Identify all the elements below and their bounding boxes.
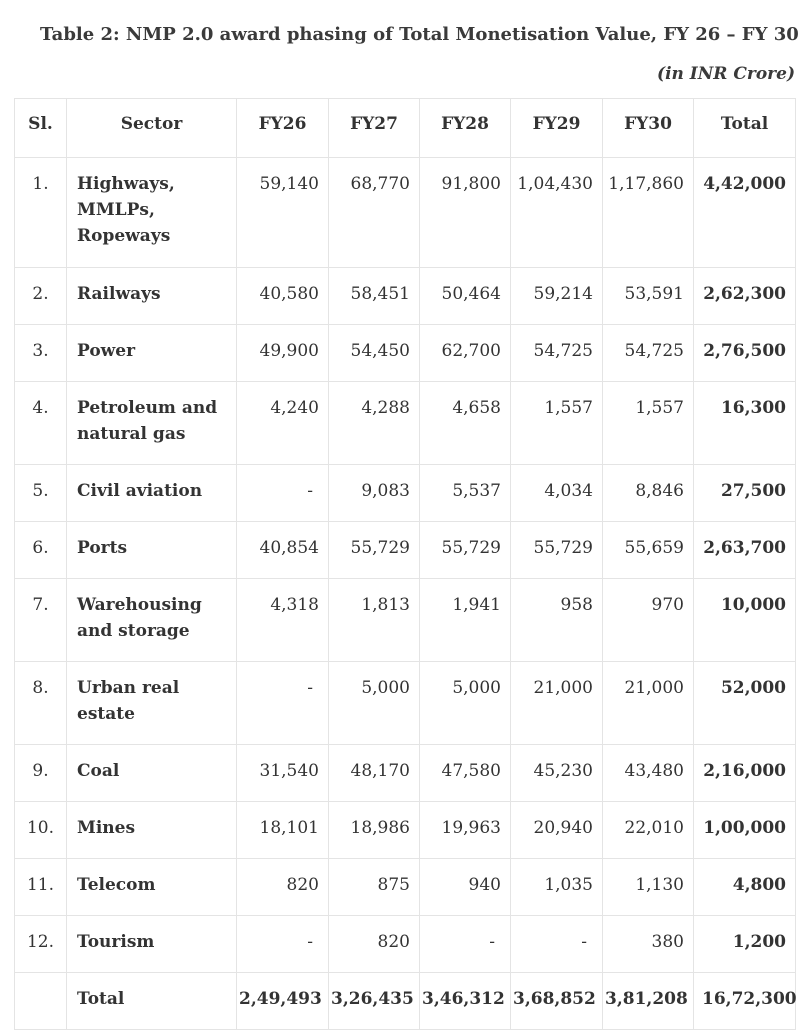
cell-sl: 12. xyxy=(15,916,67,973)
cell-fy29: 54,725 xyxy=(511,325,603,382)
cell-fy28: 3,46,312 xyxy=(420,973,511,1030)
cell-sector: Tourism xyxy=(67,916,237,973)
cell-sector: Urban real estate xyxy=(67,662,237,745)
cell-fy26: 40,580 xyxy=(237,268,329,325)
table-row xyxy=(15,465,796,522)
header-total: Total xyxy=(694,99,796,158)
cell-sl: 6. xyxy=(15,522,67,579)
cell-sl: 8. xyxy=(15,662,67,745)
cell-total: 27,500 xyxy=(694,465,796,522)
cell-sector: Total xyxy=(67,973,237,1030)
header-fy29: FY29 xyxy=(511,99,603,158)
cell-sector: Ports xyxy=(67,522,237,579)
cell-fy29: 1,04,430 xyxy=(511,158,603,268)
cell-fy27: 68,770 xyxy=(329,158,420,268)
cell-total: 1,200 xyxy=(694,916,796,973)
cell-fy28: 91,800 xyxy=(420,158,511,268)
cell-sector: Railways xyxy=(67,268,237,325)
table-row xyxy=(15,859,796,916)
cell-sl: 10. xyxy=(15,802,67,859)
cell-fy27: 820 xyxy=(329,916,420,973)
cell-fy30: 43,480 xyxy=(603,745,694,802)
table-row xyxy=(15,662,796,745)
cell-fy30: 22,010 xyxy=(603,802,694,859)
cell-sector: Telecom xyxy=(67,859,237,916)
cell-total: 2,76,500 xyxy=(694,325,796,382)
cell-fy30: 54,725 xyxy=(603,325,694,382)
cell-sl xyxy=(15,973,67,1030)
table-title: Table 2: NMP 2.0 award phasing of Total Monetisation Value, FY 26 – FY 30 xyxy=(40,24,799,45)
cell-sector: Power xyxy=(67,325,237,382)
cell-fy27: 875 xyxy=(329,859,420,916)
cell-fy30: 970 xyxy=(603,579,694,662)
cell-fy28: 62,700 xyxy=(420,325,511,382)
cell-total: 16,72,300 xyxy=(694,973,796,1030)
monetisation-table xyxy=(14,98,796,1030)
cell-sector: Coal xyxy=(67,745,237,802)
cell-sl: 9. xyxy=(15,745,67,802)
cell-fy30: 380 xyxy=(603,916,694,973)
cell-total: 10,000 xyxy=(694,579,796,662)
table-row xyxy=(15,916,796,973)
cell-total: 4,42,000 xyxy=(694,158,796,268)
cell-fy27: 3,26,435 xyxy=(329,973,420,1030)
cell-fy28: 5,000 xyxy=(420,662,511,745)
cell-fy30: 1,130 xyxy=(603,859,694,916)
cell-sl: 11. xyxy=(15,859,67,916)
cell-total: 1,00,000 xyxy=(694,802,796,859)
cell-fy29: 1,035 xyxy=(511,859,603,916)
cell-fy29: 958 xyxy=(511,579,603,662)
cell-fy29: 45,230 xyxy=(511,745,603,802)
cell-sl: 7. xyxy=(15,579,67,662)
cell-fy27: 55,729 xyxy=(329,522,420,579)
cell-fy30: 3,81,208 xyxy=(603,973,694,1030)
cell-fy26: 59,140 xyxy=(237,158,329,268)
header-row xyxy=(15,99,796,158)
cell-fy29: - xyxy=(511,916,603,973)
total-row xyxy=(15,973,796,1030)
cell-fy26: 4,240 xyxy=(237,382,329,465)
header-sector: Sector xyxy=(67,99,237,158)
cell-total: 16,300 xyxy=(694,382,796,465)
cell-fy28: 50,464 xyxy=(420,268,511,325)
cell-sl: 3. xyxy=(15,325,67,382)
header-fy26: FY26 xyxy=(237,99,329,158)
cell-fy28: 47,580 xyxy=(420,745,511,802)
cell-fy28: 55,729 xyxy=(420,522,511,579)
cell-total: 4,800 xyxy=(694,859,796,916)
table-row xyxy=(15,579,796,662)
cell-fy30: 21,000 xyxy=(603,662,694,745)
table-row xyxy=(15,382,796,465)
cell-fy27: 4,288 xyxy=(329,382,420,465)
header-fy28: FY28 xyxy=(420,99,511,158)
cell-fy27: 9,083 xyxy=(329,465,420,522)
cell-fy26: 49,900 xyxy=(237,325,329,382)
table-row xyxy=(15,268,796,325)
cell-fy29: 1,557 xyxy=(511,382,603,465)
cell-total: 2,62,300 xyxy=(694,268,796,325)
cell-fy29: 59,214 xyxy=(511,268,603,325)
cell-sl: 1. xyxy=(15,158,67,268)
cell-fy26: - xyxy=(237,662,329,745)
cell-fy27: 48,170 xyxy=(329,745,420,802)
cell-fy28: 1,941 xyxy=(420,579,511,662)
cell-fy26: - xyxy=(237,465,329,522)
cell-fy28: 5,537 xyxy=(420,465,511,522)
header-fy30: FY30 xyxy=(603,99,694,158)
table-row xyxy=(15,522,796,579)
cell-fy30: 1,17,860 xyxy=(603,158,694,268)
cell-total: 2,16,000 xyxy=(694,745,796,802)
cell-sector: Mines xyxy=(67,802,237,859)
cell-fy27: 1,813 xyxy=(329,579,420,662)
cell-fy30: 1,557 xyxy=(603,382,694,465)
cell-fy29: 4,034 xyxy=(511,465,603,522)
cell-fy30: 8,846 xyxy=(603,465,694,522)
cell-fy28: 4,658 xyxy=(420,382,511,465)
header-sl: Sl. xyxy=(15,99,67,158)
cell-fy27: 54,450 xyxy=(329,325,420,382)
table-row xyxy=(15,802,796,859)
cell-fy28: 940 xyxy=(420,859,511,916)
header-fy27: FY27 xyxy=(329,99,420,158)
table-row xyxy=(15,325,796,382)
cell-fy26: 2,49,493 xyxy=(237,973,329,1030)
cell-fy28: 19,963 xyxy=(420,802,511,859)
cell-fy29: 20,940 xyxy=(511,802,603,859)
cell-fy27: 5,000 xyxy=(329,662,420,745)
cell-fy29: 3,68,852 xyxy=(511,973,603,1030)
cell-fy26: 31,540 xyxy=(237,745,329,802)
cell-sector: Highways, MMLPs, Ropeways xyxy=(67,158,237,268)
cell-fy26: 18,101 xyxy=(237,802,329,859)
cell-fy26: 40,854 xyxy=(237,522,329,579)
cell-sector: Warehousing and storage xyxy=(67,579,237,662)
cell-sl: 4. xyxy=(15,382,67,465)
cell-sl: 2. xyxy=(15,268,67,325)
cell-sl: 5. xyxy=(15,465,67,522)
cell-fy30: 55,659 xyxy=(603,522,694,579)
table-row xyxy=(15,745,796,802)
cell-fy26: 820 xyxy=(237,859,329,916)
cell-total: 52,000 xyxy=(694,662,796,745)
cell-fy30: 53,591 xyxy=(603,268,694,325)
cell-fy26: - xyxy=(237,916,329,973)
cell-fy29: 21,000 xyxy=(511,662,603,745)
cell-fy28: - xyxy=(420,916,511,973)
cell-total: 2,63,700 xyxy=(694,522,796,579)
cell-fy29: 55,729 xyxy=(511,522,603,579)
cell-sector: Petroleum and natural gas xyxy=(67,382,237,465)
cell-fy26: 4,318 xyxy=(237,579,329,662)
cell-fy27: 18,986 xyxy=(329,802,420,859)
table-row xyxy=(15,158,796,268)
cell-sector: Civil aviation xyxy=(67,465,237,522)
unit-note: (in INR Crore) xyxy=(657,64,795,84)
cell-fy27: 58,451 xyxy=(329,268,420,325)
